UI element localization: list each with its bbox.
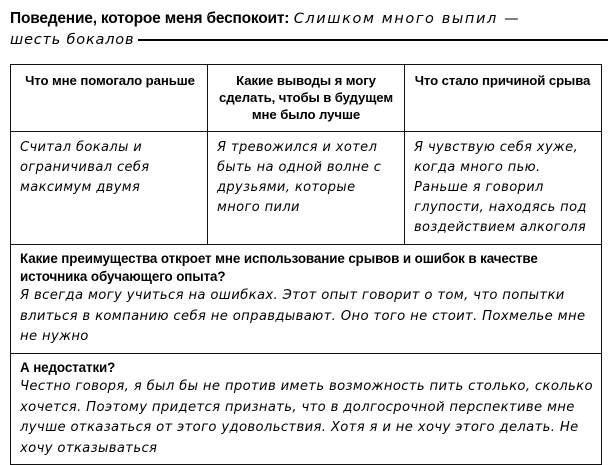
column-header-what-helped: Что мне помогало раньше — [11, 65, 208, 131]
title-answer-line-1: Слишком много выпил — — [293, 11, 521, 27]
column-header-cause-of-relapse: Что стало причиной срыва — [414, 73, 591, 88]
table-row — [11, 132, 601, 245]
block-disadvantages — [11, 354, 601, 465]
worksheet-title — [10, 8, 608, 48]
cell-conclusions[interactable]: Я тревожился и хотел быть на одной волне с друзьями, которые много пили — [208, 132, 405, 244]
block-advantages-answer[interactable]: Я всегда могу учиться на ошибках. Этот опыт говорит о том, что попытки влиться в компанию себя не оправдывают. Оно того не стоит. Похмелье мне не нужно — [20, 288, 586, 344]
title-fill-in-rule — [138, 39, 608, 41]
table-header-row — [11, 65, 601, 132]
title-line-2 — [10, 32, 608, 48]
title-label: Поведение, которое меня беспокоит: — [10, 10, 290, 27]
block-advantages-content — [11, 245, 601, 353]
cell-what-helped[interactable]: Считал бокалы и ограничивал себя максимум двумя — [11, 132, 208, 244]
worksheet-table — [10, 64, 602, 465]
block-advantages-question: Какие преимущества откроет мне использование срывов и ошибок в качестве источника обучающего опыта? — [20, 251, 538, 284]
cell-cause-of-relapse[interactable]: Я чувствую себя хуже, когда много пью. Раньше я говорил глупости, находясь под воздействием алкоголя — [414, 140, 587, 235]
title-answer-line-2: шесть бокалов — [10, 32, 135, 48]
title-line-1 — [10, 8, 608, 30]
block-advantages — [11, 245, 601, 354]
block-disadvantages-question: А недостатки? — [20, 359, 116, 375]
column-header-conclusions: Какие выводы я могу сделать, чтобы в будущем мне было лучше — [208, 65, 405, 131]
block-disadvantages-answer[interactable]: Честно говоря, я был бы не против иметь возможность пить столько, сколько хочется. Поэтому придется признать, что в долгосрочной перспективе мне лучше отказаться от этого удовольствия. Хотя я и не хочу этого делать. Не хочу отказываться — [20, 379, 593, 456]
block-disadvantages-content — [11, 354, 601, 465]
